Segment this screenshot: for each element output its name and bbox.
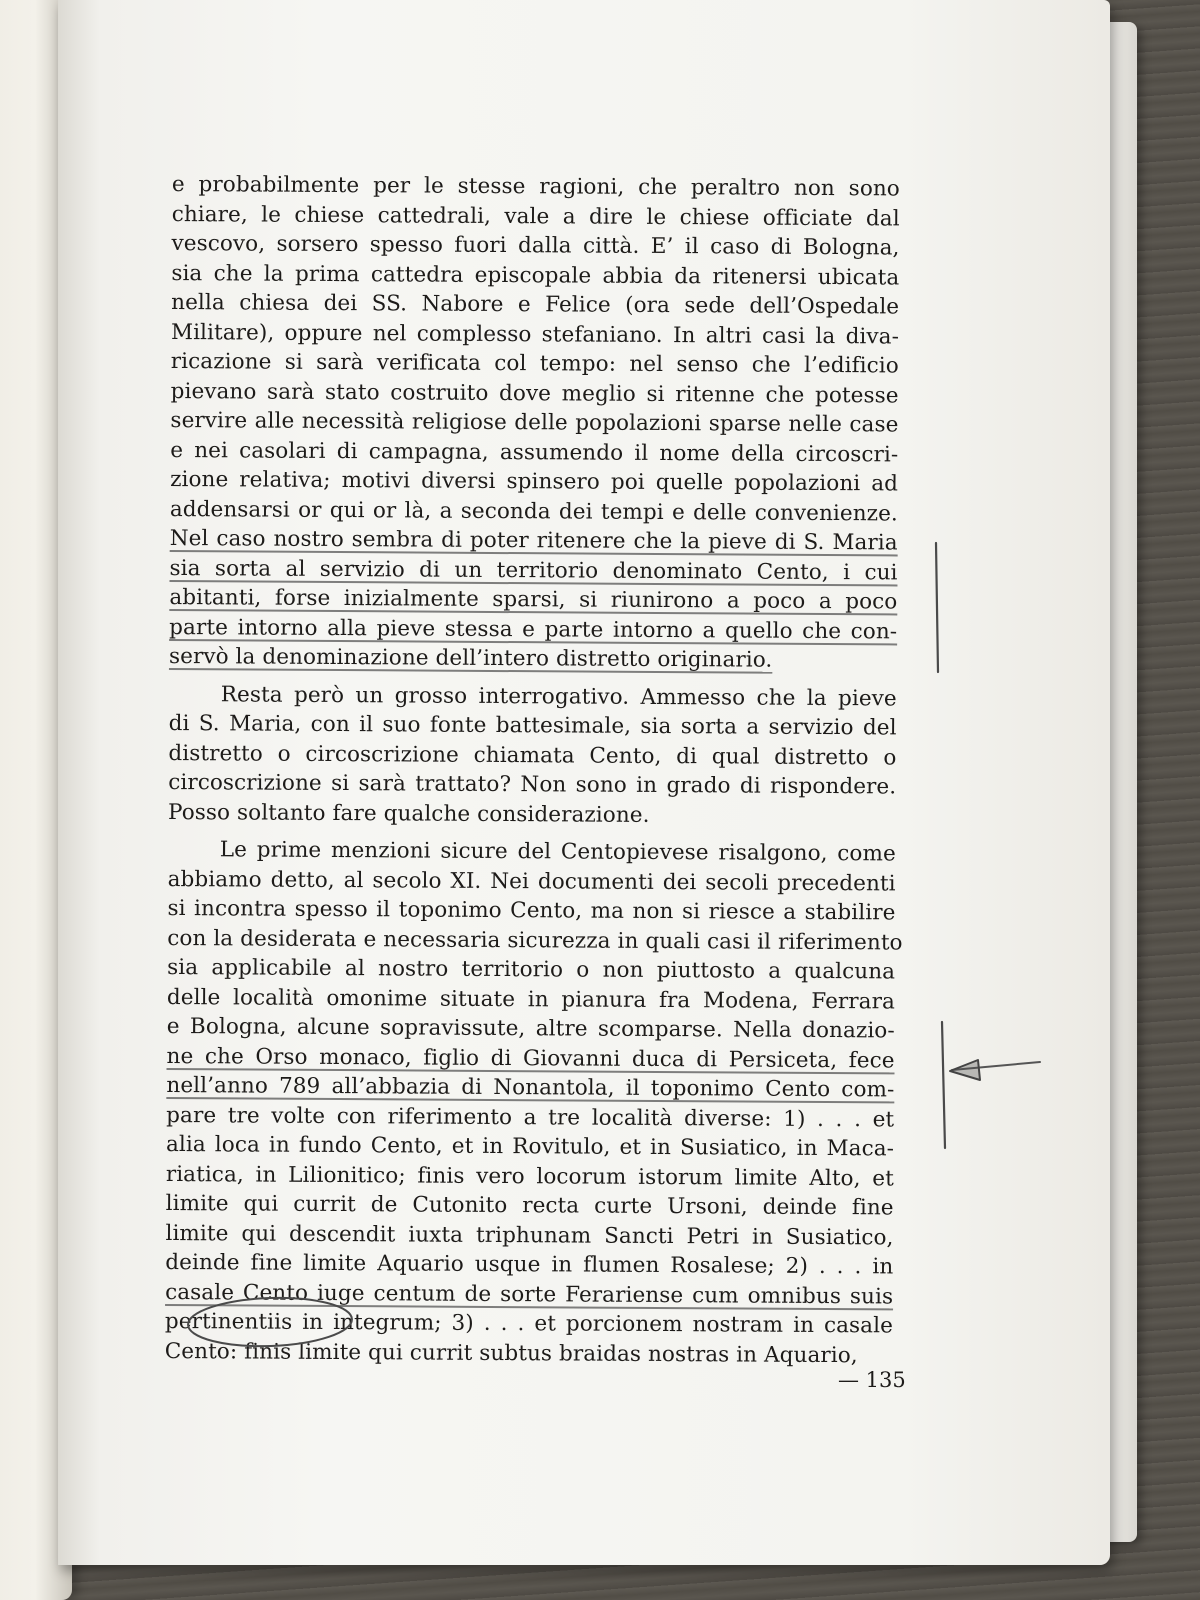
underlined-text-line: parte intorno alla pieve stessa e parte intorno a quello che con- — [169, 614, 898, 644]
underlined-text-line: servò la denominazione dell’intero distretto originario. — [168, 643, 773, 673]
text-line: nella chiesa dei SS. Nabore e Felice (ora sede dell’Ospedale — [171, 289, 900, 320]
text-line: Posso soltanto fare qualche considerazione. — [168, 799, 650, 828]
text-line: delle località omonime situate in pianura fra Modena, Ferrara — [166, 984, 896, 1014]
text-line: distretto o circoscrizione chiamata Cento, di qual distretto o — [168, 740, 897, 770]
text-line: alia loca in fundo Cento, et in Rovitulo, et in Susiatico, in Maca- — [165, 1131, 895, 1162]
text-line: chiare, le chiese cattedrali, vale a dire le chiese officiate dal — [171, 201, 900, 231]
text-line: servire alle necessità religiose delle popolazioni sparse nelle case — [170, 407, 899, 438]
page-number: — 135 — [838, 1368, 906, 1392]
text-line: deinde fine limite Aquario usque in flumen Rosalese; 2) . . . in — [165, 1249, 894, 1280]
text-line: vescovo, sorsero spesso fuori dalla città. E’ il caso di Bologna, — [171, 230, 900, 261]
text-line: riatica, in Lilionitico; finis vero locorum istorum limite Alto, et — [165, 1161, 894, 1191]
text-line: Militare), oppure nel complesso stefaniano. In altri casi la diva- — [170, 319, 900, 349]
underlined-text-line: sia sorta al servizio di un territorio denominato Cento, i cui — [169, 555, 898, 585]
text-line: e probabilmente per le stesse ragioni, che peraltro non sono — [171, 171, 900, 202]
text-line: Resta però un grosso interrogativo. Ammesso che la pieve — [220, 681, 897, 711]
text-line: sia che la prima cattedra episcopale abbia da ritenersi ubicata — [171, 260, 900, 290]
text-line: addensarsi or qui or là, a seconda dei tempi e delle convenienze. — [169, 496, 898, 526]
text-line: sia applicabile al nostro territorio o non piuttosto a qualcuna — [167, 954, 896, 985]
text-line: pare tre volte con riferimento a tre località diverse: 1) . . . et — [166, 1102, 895, 1132]
text-line: e Bologna, alcune sopravissute, altre scomparse. Nella donazio- — [166, 1013, 895, 1044]
text-line: Cento: finis limite qui currit subtus braidas nostras in Aquario, — [164, 1338, 858, 1368]
text-line: zione relativa; motivi diversi spinsero poi quelle popolazioni ad — [170, 466, 899, 497]
text-line: ricazione si sarà verificata col tempo: nel senso che l’edificio — [170, 348, 899, 379]
text-line: abbiamo detto, al secolo XI. Nei documenti dei secoli precedenti — [167, 866, 896, 896]
text-line: pertinentiis in integrum; 3) . . . et porcionem nostram in casale — [164, 1308, 894, 1339]
text-line: limite qui descendit iuxta triphunam Sancti Petri in Susiatico, — [165, 1220, 894, 1250]
page-body-text — [164, 170, 903, 1370]
text-line: si incontra spesso il toponimo Cento, ma non si riesce a stabilire — [167, 895, 896, 926]
underlined-text-line: nell’anno 789 all’abbazia di Nonantola, il toponimo Cento com- — [166, 1072, 895, 1103]
underlined-text-line: abitanti, forse inizialmente sparsi, si riunirono a poco a poco — [169, 584, 898, 615]
text-line: Le prime menzioni sicure del Centopievese risalgono, come — [219, 837, 896, 867]
text-line: e nei casolari di campagna, assumendo il nome della circoscri- — [170, 437, 899, 467]
text-line: pievano sarà stato costruito dove meglio si ritenne che potesse — [170, 378, 899, 408]
text-line: di S. Maria, con il suo fonte battesimale, sia sorta a servizio del — [168, 710, 897, 741]
underlined-text-line: casale Cento iuge centum de sorte Ferariense cum omnibus suis — [165, 1279, 894, 1309]
text-line: circoscrizione si sarà trattato? Non sono in grado di rispondere. — [168, 769, 897, 800]
text-line: limite qui currit de Cutonito recta curte Ursoni, deinde fine — [165, 1190, 894, 1221]
underlined-text-line: Nel caso nostro sembra di poter ritenere che la pieve di S. Maria — [169, 525, 898, 556]
underlined-text-line: ne che Orso monaco, figlio di Giovanni duca di Persiceta, fece — [166, 1043, 895, 1073]
text-line: con la desiderata e necessaria sicurezza in quali casi il riferimento — [167, 925, 903, 955]
